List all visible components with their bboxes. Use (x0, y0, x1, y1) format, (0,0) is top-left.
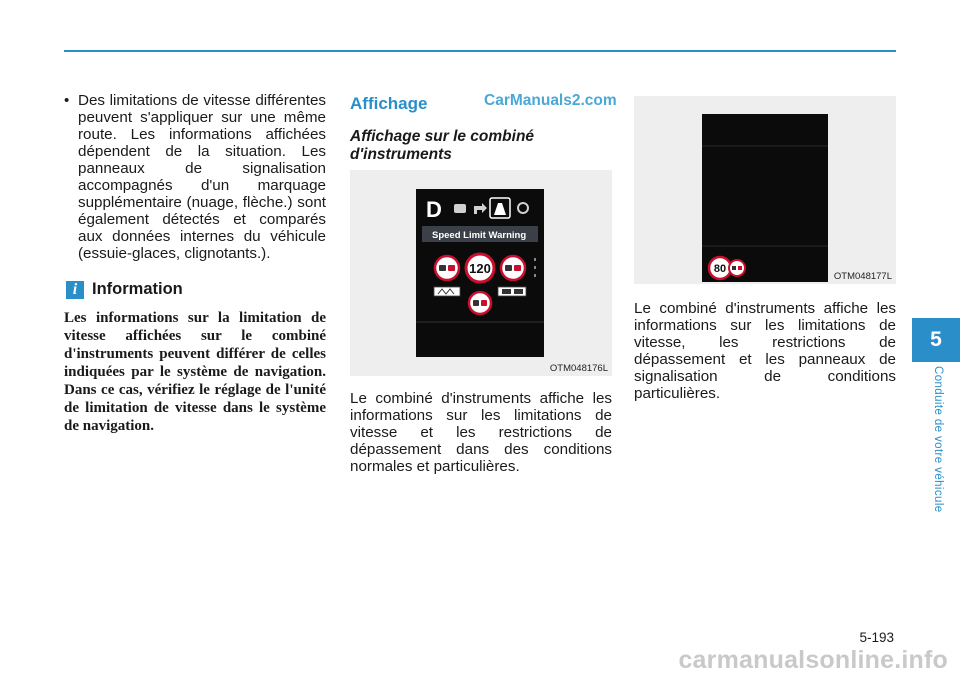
right-column (634, 92, 896, 402)
no-overtaking-sign-left (435, 256, 459, 280)
speed-limit-warning-label: Speed Limit Warning (432, 230, 527, 241)
figure-code-2: OTM048177L (833, 271, 892, 282)
supplementary-plate-left (434, 287, 460, 296)
info-title: Information (92, 280, 183, 298)
watermark-top: CarManuals2.com (484, 92, 617, 109)
section-title: Affichage (350, 94, 428, 113)
bullet-text: Des limitations de vitesse différentes peuvent s'appliquer sur une même route. Les informations affichées dépendent de la situation. Les panneaux de signalisation accompagnés d'un marquage supplémentaire (nuage, flèche.) sont également détectés et comparés aux données internes du véhicule (essuie-glaces, clignotants.). (78, 92, 326, 262)
right-body-text: Le combiné d'instruments affiche les informations sur les limitations de vitesse, les restrictions de dépassement et les panneaux de signalisation de conditions particulières. (634, 300, 896, 402)
cluster-figure-2 (634, 96, 896, 284)
no-overtaking-sign-right (501, 256, 525, 280)
bullet-dot: • (64, 92, 70, 109)
middle-column (350, 92, 612, 475)
chapter-label: Conduite de votre véhicule (932, 366, 944, 513)
chapter-tab: 5 (912, 318, 960, 362)
speed-limit-value-2: 80 (713, 263, 727, 275)
side-dots (534, 258, 536, 277)
supplementary-plate-right (498, 287, 526, 296)
figure-code: OTM048176L (549, 363, 608, 374)
cluster-figure-1 (350, 170, 612, 376)
info-text: Les informations sur la limitation de vitesse affichées sur le combiné d'instruments peuvent différer de celles indiquées par le système de navigation. Dans ce cas, vérifiez le réglage de l'unité de limitation de vitesse dans le système de navigation. (64, 310, 326, 434)
bullet-item (64, 92, 326, 262)
car-settings-icon (454, 204, 466, 213)
info-heading (64, 280, 326, 299)
cluster-display-illustration (350, 170, 612, 376)
header-rule (64, 50, 896, 52)
page-number: 5-193 (859, 630, 894, 645)
cluster-display-illustration-2 (634, 96, 896, 284)
no-overtaking-sign-bottom (469, 292, 491, 314)
middle-body-text: Le combiné d'instruments affiche les informations sur les limitations de vitesse et les restrictions de dépassement dans des conditions normales et particulières. (350, 390, 612, 475)
speed-limit-value: 120 (469, 261, 491, 276)
footer-watermark: carmanualsonline.info (678, 646, 948, 674)
left-column (64, 92, 326, 435)
speed-limit-sign-2 (709, 257, 731, 279)
info-icon: i (66, 281, 84, 299)
gear-indicator: D (426, 197, 442, 222)
speed-limit-sign (466, 254, 494, 282)
subsection-title: Affichage sur le combiné d'instruments (350, 128, 535, 163)
no-overtaking-sign-2 (729, 260, 745, 276)
